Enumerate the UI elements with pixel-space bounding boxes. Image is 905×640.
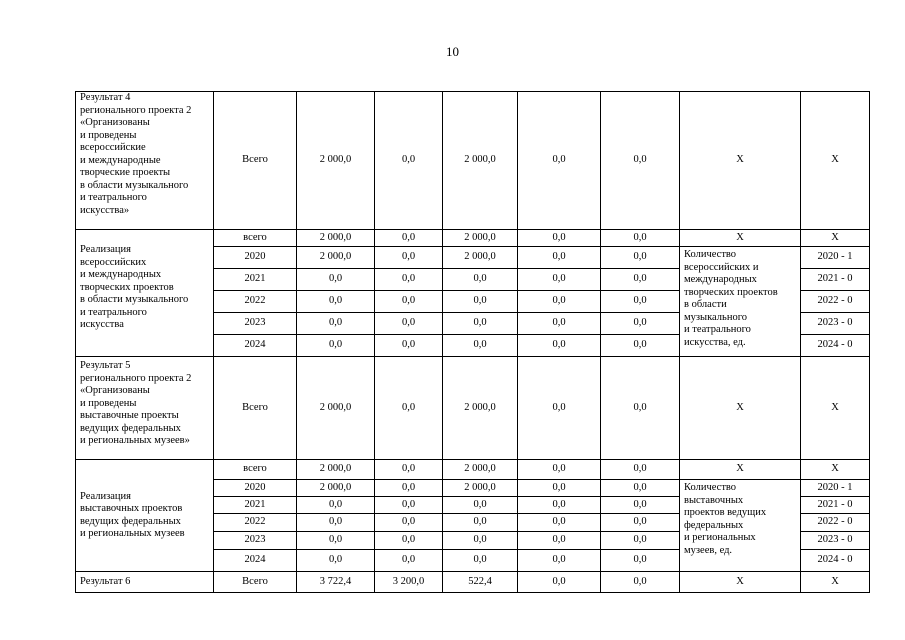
goal-cell: Х <box>801 230 870 247</box>
value-cell: 0,0 <box>601 269 680 291</box>
value-cell: 0,0 <box>297 313 375 335</box>
year-cell: 2020 <box>214 247 297 269</box>
value-cell: 0,0 <box>443 335 518 357</box>
value-cell: 2 000,0 <box>297 247 375 269</box>
value-cell: 0,0 <box>443 550 518 572</box>
value-cell: 0,0 <box>375 532 443 550</box>
value-cell: 0,0 <box>518 92 601 230</box>
indicator-cell: Х <box>680 460 801 480</box>
value-cell: 0,0 <box>375 230 443 247</box>
value-cell: 0,0 <box>297 497 375 514</box>
indicator-cell: Х <box>680 572 801 593</box>
value-cell: 0,0 <box>518 550 601 572</box>
value-cell: 2 000,0 <box>297 92 375 230</box>
value-cell: 0,0 <box>375 269 443 291</box>
value-cell: 2 000,0 <box>443 460 518 480</box>
value-cell: 0,0 <box>443 291 518 313</box>
value-cell: 0,0 <box>375 497 443 514</box>
value-cell: 0,0 <box>518 247 601 269</box>
budget-table <box>75 91 870 593</box>
value-cell: 2 000,0 <box>297 357 375 460</box>
value-cell: 0,0 <box>375 460 443 480</box>
goal-cell: 2021 - 0 <box>801 269 870 291</box>
value-cell: 0,0 <box>443 514 518 532</box>
year-cell: 2021 <box>214 269 297 291</box>
value-cell: 0,0 <box>297 291 375 313</box>
value-cell: 0,0 <box>297 532 375 550</box>
goal-cell: 2020 - 1 <box>801 480 870 497</box>
value-cell: 0,0 <box>601 460 680 480</box>
value-cell: 3 722,4 <box>297 572 375 593</box>
indicator-cell: Х <box>680 357 801 460</box>
value-cell: 0,0 <box>443 313 518 335</box>
value-cell: 0,0 <box>518 291 601 313</box>
value-cell: 0,0 <box>518 480 601 497</box>
goal-cell: 2024 - 0 <box>801 550 870 572</box>
value-cell: 0,0 <box>375 247 443 269</box>
value-cell: 0,0 <box>518 514 601 532</box>
source-cell: Всего <box>214 572 297 593</box>
value-cell: 0,0 <box>601 532 680 550</box>
year-cell: 2023 <box>214 532 297 550</box>
activity-5-indicator: Количество выставочных проектов ведущих федеральных и региональных музеев, ед. <box>680 480 801 572</box>
value-cell: 0,0 <box>297 514 375 532</box>
goal-cell: 2023 - 0 <box>801 532 870 550</box>
value-cell: 0,0 <box>601 291 680 313</box>
value-cell: 0,0 <box>601 313 680 335</box>
value-cell: 0,0 <box>297 269 375 291</box>
value-cell: 0,0 <box>297 550 375 572</box>
result-4-label: Результат 4 регионального проекта 2 «Организованы и проведены всероссийские и международные творческие проекты в области музыкального и театрального искусства» <box>76 92 214 230</box>
value-cell: 2 000,0 <box>443 357 518 460</box>
value-cell: 0,0 <box>443 532 518 550</box>
year-cell: 2022 <box>214 514 297 532</box>
value-cell: 0,0 <box>375 357 443 460</box>
value-cell: 2 000,0 <box>297 460 375 480</box>
table-row <box>76 572 870 593</box>
year-cell: 2023 <box>214 313 297 335</box>
year-cell: 2022 <box>214 291 297 313</box>
activity-5-label: Реализация выставочных проектов ведущих федеральных и региональных музеев <box>76 460 214 572</box>
value-cell: 2 000,0 <box>297 230 375 247</box>
goal-cell: 2023 - 0 <box>801 313 870 335</box>
value-cell: 0,0 <box>518 532 601 550</box>
value-cell: 0,0 <box>518 313 601 335</box>
year-cell: 2021 <box>214 497 297 514</box>
value-cell: 2 000,0 <box>297 480 375 497</box>
goal-cell: 2024 - 0 <box>801 335 870 357</box>
year-cell: 2024 <box>214 550 297 572</box>
year-cell: всего <box>214 230 297 247</box>
year-cell: всего <box>214 460 297 480</box>
activity-4-label: Реализация всероссийских и международных творческих проектов в области музыкального и театрального искусства <box>76 230 214 357</box>
value-cell: 0,0 <box>601 335 680 357</box>
value-cell: 0,0 <box>601 514 680 532</box>
goal-cell: Х <box>801 460 870 480</box>
goal-cell: Х <box>801 357 870 460</box>
value-cell: 0,0 <box>601 497 680 514</box>
value-cell: 0,0 <box>601 550 680 572</box>
goal-cell: 2021 - 0 <box>801 497 870 514</box>
table-row <box>76 357 870 460</box>
source-cell: Всего <box>214 357 297 460</box>
value-cell: 0,0 <box>518 357 601 460</box>
value-cell: 0,0 <box>518 572 601 593</box>
value-cell: 0,0 <box>443 497 518 514</box>
value-cell: 0,0 <box>601 92 680 230</box>
goal-cell: Х <box>801 92 870 230</box>
value-cell: 0,0 <box>375 92 443 230</box>
value-cell: 2 000,0 <box>443 247 518 269</box>
value-cell: 0,0 <box>518 269 601 291</box>
year-cell: 2024 <box>214 335 297 357</box>
goal-cell: 2020 - 1 <box>801 247 870 269</box>
value-cell: 0,0 <box>443 269 518 291</box>
table-row <box>76 92 870 230</box>
value-cell: 0,0 <box>601 572 680 593</box>
table-row <box>76 230 870 247</box>
source-cell: Всего <box>214 92 297 230</box>
value-cell: 0,0 <box>375 550 443 572</box>
value-cell: 0,0 <box>518 230 601 247</box>
year-cell: 2020 <box>214 480 297 497</box>
value-cell: 0,0 <box>601 357 680 460</box>
value-cell: 2 000,0 <box>443 230 518 247</box>
value-cell: 0,0 <box>375 514 443 532</box>
value-cell: 2 000,0 <box>443 480 518 497</box>
result-6-label: Результат 6 <box>76 572 214 593</box>
indicator-cell: Х <box>680 230 801 247</box>
value-cell: 0,0 <box>375 313 443 335</box>
value-cell: 522,4 <box>443 572 518 593</box>
value-cell: 0,0 <box>375 480 443 497</box>
value-cell: 0,0 <box>601 480 680 497</box>
indicator-cell: Х <box>680 92 801 230</box>
value-cell: 0,0 <box>297 335 375 357</box>
value-cell: 0,0 <box>518 460 601 480</box>
value-cell: 2 000,0 <box>443 92 518 230</box>
value-cell: 0,0 <box>518 497 601 514</box>
result-5-label: Результат 5 регионального проекта 2 «Организованы и проведены выставочные проекты ведущих федеральных и региональных музеев» <box>76 357 214 460</box>
table-row <box>76 460 870 480</box>
page-number: 10 <box>446 44 459 59</box>
value-cell: 0,0 <box>375 335 443 357</box>
goal-cell: 2022 - 0 <box>801 291 870 313</box>
value-cell: 0,0 <box>601 230 680 247</box>
value-cell: 3 200,0 <box>375 572 443 593</box>
goal-cell: 2022 - 0 <box>801 514 870 532</box>
goal-cell: Х <box>801 572 870 593</box>
activity-4-indicator: Количество всероссийских и международных творческих проектов в области музыкального и театрального искусства, ед. <box>680 247 801 357</box>
value-cell: 0,0 <box>601 247 680 269</box>
value-cell: 0,0 <box>375 291 443 313</box>
value-cell: 0,0 <box>518 335 601 357</box>
